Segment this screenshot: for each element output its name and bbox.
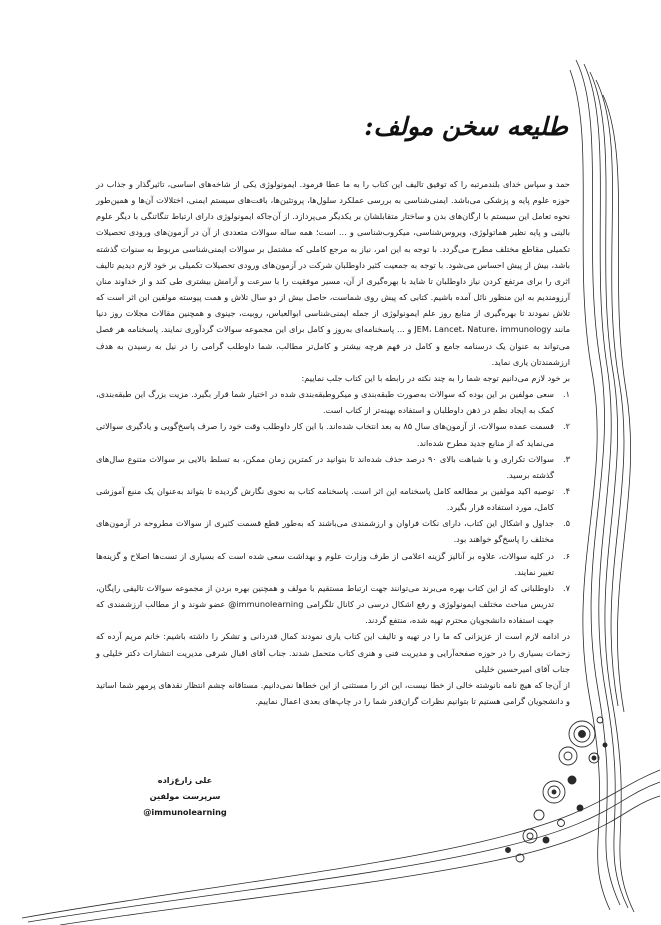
- list-item: [96, 451, 570, 483]
- author-role: سرپرست مولفین: [149, 791, 221, 801]
- list-item-text: جداول و اشکال این کتاب، دارای نکات فراوان و ارزشمندی می‌باشند که به‌طور قطع قسمت کثیری از سوالات مطروحه در آزمون‌های مختلف را پاسخ‌گو خواهند بود.: [96, 518, 554, 545]
- author-name: علی زارع‌زاده: [157, 775, 213, 785]
- lead-in-text: بر خود لازم می‌دانیم توجه شما را به چند نکته در رابطه با این کتاب جلب نماییم:: [301, 372, 570, 383]
- list-item-number: ۴.: [562, 485, 570, 496]
- list-item-text: سعی مولفین بر این بوده که سوالات به‌صورت طبقه‌بندی و میکروطبقه‌بندی شده در اختیار شما قرار بگیرد. مزیت بزرگ این طبقه‌بندی، کمک به ایجاد نظم در ذهن داوطلبان و استفاده بهینه‌تر از کتاب است.: [96, 389, 554, 416]
- telegram-handle: @immunolearning: [143, 807, 227, 817]
- list-item: [96, 386, 570, 418]
- list-item-number: ۶.: [562, 550, 570, 561]
- list-item-number: ۳.: [562, 453, 570, 464]
- signature-block: [130, 772, 240, 820]
- list-item-number: ۷.: [562, 582, 570, 593]
- list-item-number: ۲.: [562, 421, 570, 432]
- circle-ornaments: [506, 717, 608, 862]
- notes-list: [96, 386, 570, 628]
- closing-paragraph: از آن‌جا که هیچ نامه نانوشته خالی از خطا نیست، این اثر را مستثنی از این خطاها نمی‌دانیم. مستاقانه چشم انتظار نقدهای پرمهر شما اساتید و دانشجویان گرامی هستیم تا بتوانیم نظرات گران‌قدر شما را در چاپ‌های بعدی اعمال نماییم.: [96, 679, 570, 706]
- acknowledgements-paragraph: در ادامه لازم است از عزیزانی که ما را در تهیه و تالیف این کتاب یاری نمودند کمال قدردانی و تشکر را داشته باشیم: خانم مریم آرده که زحمات بسیاری را در حوزه صفحه‌آرایی و مدیریت فنی و هنری کتاب متحمل شدند. جناب آقای اقبال شرفی مدیریت انتشارات دکتر خلیلی و جناب آقای امیرحسین خلیلی: [96, 631, 570, 674]
- list-item: [96, 548, 570, 580]
- list-item-number: ۱.: [562, 389, 570, 400]
- page-title: طلیعه سخن مولف:: [364, 112, 568, 141]
- list-item-text: در کلیه سوالات، علاوه بر آنالیز گزینه اعلامی از طرف وزارت علوم و بهداشت سعی شده است که بسیاری از تست‌ها اصلاح و گزینه‌ها تغییر نمایند.: [96, 550, 554, 577]
- list-item: [96, 418, 570, 450]
- list-item-text: داوطلبانی که از این کتاب بهره می‌برند می‌توانند جهت ارتباط مستقیم با مولف و همچنین بهره بردن از مجموعه سوالات تالیفی رایگان، تدریس مباحث مختلف ایمونولوژی و رفع اشکال درسی در کانال تلگرامی immunolearning@ عضو شوند و از مطالب ارزشمندی که جهت استفاده دانشجویان محترم تهیه شده، منتفع گردند.: [96, 582, 554, 626]
- list-item: [96, 483, 570, 515]
- list-item-text: قسمت عمده سوالات، از آزمون‌های سال ۸۵ به بعد انتخاب شده‌اند. با این کار داوطلب وقت خود را صرف پاسخ‌گویی و یادگیری سوالاتی می‌نماید که از منابع جدید مطرح شده‌اند.: [96, 421, 554, 448]
- list-item: [96, 515, 570, 547]
- intro-paragraph: حمد و سپاس خدای بلندمرتبه را که توفیق تالیف این کتاب را به ما عطا فرمود. ایمونولوژی یکی از شاخه‌های اساسی، تاثیرگذار و جذاب در حوزه علوم پایه و پزشکی می‌باشد. ایمنی‌شناسی به بررسی عملکرد سلول‌ها، پروتئین‌ها، بافت‌های سیستم ایمنی، اختلالات آن‌ها و همین‌طور نحوه تعامل این سیستم با ارگان‌های بدن و ساختار متقابلشان بر یکدیگر می‌پردازد. از آن‌جاکه ایمونولوژی دارای ارتباط تنگاتنگی با دیگر علوم بالینی و پایه نظیر هماتولوژی، ویروس‌شناسی، میکروب‌شناسی و ... است؛ همه ساله سوالات متعددی از آن در آزمون‌های ورودی تحصیلات تکمیلی مقاطع مختلف مطرح می‌گردد. با توجه به این امر، نیاز به مرجع کاملی که مشتمل بر سوالات ایمنی‌شناسی مربوط به سنوات گذشته باشد، بیش از پیش احساس می‌شود. با توجه به جمعیت کثیر داوطلبان شرکت در آزمون‌های ورودی تحصیلات تکمیلی بر خود لازم دیدیم تالیف اثری را برای مرتفع کردن نیاز داوطلبان تا شاید با بهره‌گیری از آن، مسیر موفقیت را با سرعت و آرامش بیشتری طی کند و از خداوند منان آرزومندیم به این منظور نائل آمده باشیم. کتابی که پیش روی شماست، حاصل بیش از دو سال تلاش و همت پیوسته مولفین این اثر است که تلاش نمودند تا بهره‌گیری از منابع روز علم ایمونولوژی از جمله ایمنی‌شناسی ابوالعباس، روبیت، جینوی و همچنین مقالات مجلات روز دنیا مانند JEM، Lancet، Nature، immunology و ... پاسخنامه‌ای به‌روز و کامل برای این مجموعه سوالات گردآوری نمایند. پاسخنامه هر فصل می‌تواند به عنوان یک درسنامه جامع و کامل در فهم هرچه بیشتر و کامل‌تر مطالب، شما داوطلب گرامی را در نیل به رسیدن به هدف ارزشمندتان یاری نماید.: [96, 179, 571, 367]
- list-item: [96, 580, 570, 628]
- preface-body: [96, 176, 570, 709]
- list-item-number: ۵.: [562, 518, 570, 529]
- list-item-text: سوالات تکراری و با شباهت بالای ۹۰ درصد حذف شده‌اند تا بتوانید در کمترین زمان ممکن، به تسلط بالایی بر سوالات متنوع سال‌های گذشته برسید.: [96, 453, 554, 480]
- list-item-text: توصیه اکید مولفین بر مطالعه کامل پاسخنامه این اثر است. پاسخنامه کتاب به نحوی نگارش گردیده تا بتواند به‌عنوان یک منبع آموزشی کامل، مورد استفاده قرار بگیرد.: [96, 485, 554, 513]
